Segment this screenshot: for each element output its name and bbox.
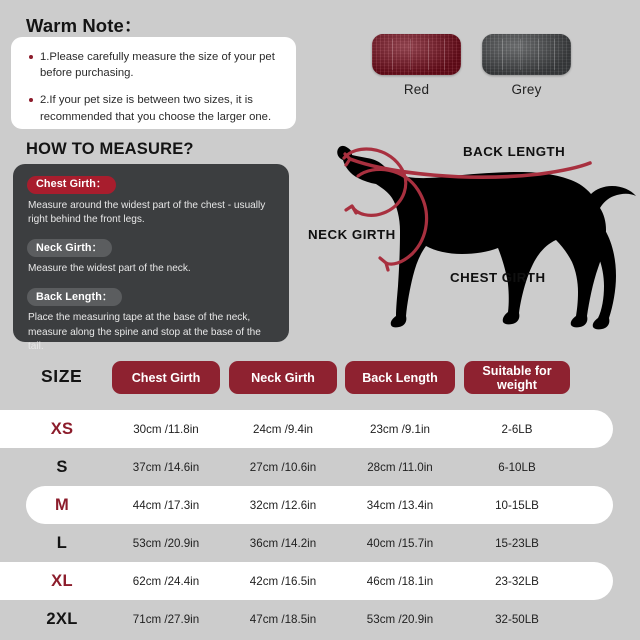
neck-girth-badge: Neck Girth： [27,239,112,257]
cell-back: 23cm /9.1in [370,422,430,436]
chest-girth-arrow [380,258,388,270]
cell-size: XL [51,571,73,590]
grey-swatch-label: Grey [511,82,542,97]
label-chest-girth: CHEST GIRTH [450,270,546,285]
cell-back: 34cm /13.4in [366,498,434,512]
swatch-seam [520,39,521,70]
warm-note-item-text: 1.Please carefully measure the size of your pet before purchasing. [40,51,275,80]
warm-note-item-text: 2.If your pet size is between two sizes, it is recommended that you choose the larger one. [40,94,272,123]
cell-size: 2XL [46,609,78,628]
swatch-seam [428,39,429,70]
cell-size: S [56,457,68,476]
chest-girth-description: Measure around the widest part of the chest - usually right behind the front legs. [28,199,266,226]
cell-back: 28cm /11.0in [367,460,433,474]
swatch-seam [502,39,503,70]
cell-back: 46cm /18.1in [366,574,434,588]
chest-girth-badge: Chest Girth： [27,176,116,194]
table-row [0,600,640,638]
size-table [0,352,640,640]
swatch-gloss [482,34,571,75]
color-option-grey[interactable] [482,34,571,97]
red-swatch-label: Red [403,82,430,97]
cell-neck: 47cm /18.5in [249,612,317,626]
swatch-seam [554,39,555,70]
measure-block-back-length [27,287,273,355]
table-row [0,524,640,562]
warm-note-title: Warm Note： [26,15,143,36]
column-header-chest-girth: Chest Girth [112,361,220,394]
swatch-seam [392,39,393,70]
column-header-back-length: Back Length [345,361,455,394]
measure-block-chest-girth [27,174,273,228]
cell-weight: 6-10LB [498,460,536,474]
warm-note-item [29,92,282,124]
swatch-gloss [372,34,461,75]
dog-measurement-diagram [300,126,640,351]
cell-neck: 32cm /12.6in [249,498,317,512]
neck-girth-description: Measure the widest part of the neck. [28,263,191,275]
cell-weight: 10-15LB [495,498,539,512]
label-neck-girth: NECK GIRTH [308,227,396,242]
color-option-red[interactable] [372,34,461,97]
warm-note-card [11,37,296,129]
label-back-length: BACK LENGTH [463,144,566,159]
bullet-icon [29,55,33,59]
swatch-seam [538,39,539,70]
table-row [0,562,613,600]
table-row [0,410,613,448]
cell-neck: 24cm /9.4in [253,422,313,436]
cell-weight: 23-32LB [495,574,539,588]
cell-chest: 30cm /11.8in [133,422,199,436]
how-to-measure-card [13,164,289,353]
column-header-suitable-for-weight: Suitable for weight [464,361,570,394]
warm-note-item [29,49,282,81]
cell-size: XS [50,419,74,438]
cell-back: 40cm /15.7in [366,536,434,550]
table-row [0,448,640,486]
cell-chest: 62cm /24.4in [132,574,200,588]
cell-size: M [54,495,70,514]
cell-chest: 37cm /14.6in [132,460,200,474]
cell-size: L [56,533,68,552]
cell-neck: 27cm /10.6in [249,460,317,474]
cell-chest: 53cm /20.9in [132,536,200,550]
swatch-seam [410,39,411,70]
bullet-icon [29,98,33,102]
column-header-size: SIZE [41,366,83,386]
how-to-measure-title: HOW TO MEASURE? [26,140,194,158]
cell-neck: 36cm /14.2in [249,536,317,550]
grey-swatch[interactable] [482,34,571,75]
measure-block-neck-girth [27,238,273,277]
column-header-neck-girth: Neck Girth [229,361,337,394]
table-row [26,486,613,524]
back-length-description: Place the measuring tape at the base of the neck, measure along the spine and stop at the base of the tail. [28,312,261,353]
cell-neck: 42cm /16.5in [249,574,317,588]
cell-weight: 2-6LB [501,422,533,436]
cell-chest: 71cm /27.9in [132,612,200,626]
red-swatch[interactable] [372,34,461,75]
size-table-header [0,352,640,408]
cell-back: 53cm /20.9in [366,612,434,626]
back-length-badge: Back Length： [27,288,122,306]
cell-weight: 32-50LB [495,612,539,626]
swatch-seam [444,39,445,70]
cell-weight: 15-23LB [495,536,539,550]
cell-chest: 44cm /17.3in [132,498,200,512]
